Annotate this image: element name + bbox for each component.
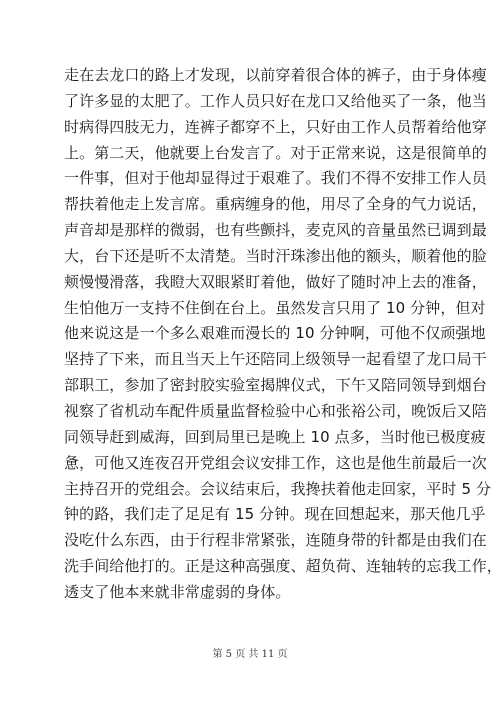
text-line: 大，台下还是听不太清楚。当时汗珠渗出他的额头，顺着他的脸 [64,246,487,265]
text-line: 颊慢慢滑落，我瞪大双眼紧盯着他，做好了随时冲上去的准备， [64,272,487,291]
text-line: 上。第二天，他就要上台发言了。对于正常来说，这是很简单的 [64,143,487,162]
text-line: 没吃什么东西，由于行程非常紧张，连随身带的针都是由我们在 [64,531,487,550]
text-line: 一件事，但对于他却显得过于艰难了。我们不得不安排工作人员 [64,169,487,188]
text-line: 同领导赶到威海，回到局里已是晚上 10 点多，当时他已极度疲 [64,427,486,446]
text-line: 时病得四肢无力，连裤子都穿不上，只好由工作人员帮着给他穿 [64,117,487,136]
text-line: 生怕他万一支持不住倒在台上。虽然发言只用了 10 分钟，但对 [64,298,486,317]
text-line: 部职工，参加了密封胶实验室揭牌仪式，下午又陪同领导到烟台 [64,376,487,395]
text-line: 视察了省机动车配件质量监督检验中心和张裕公司，晚饭后又陪 [64,401,487,420]
text-line: 他来说这是一个多么艰难而漫长的 10 分钟啊，可他不仅顽强地 [64,324,486,343]
text-line: 主持召开的党组会。会议结束后，我搀扶着他走回家，平时 5 分 [64,479,492,498]
body-text [64,63,502,606]
text-line: 了许多显的太肥了。工作人员只好在龙口又给他买了一条，他当 [64,91,487,110]
text-line: 钟的路，我们走了足足有 15 分钟。现在回想起来，那天他几乎 [64,505,486,524]
text-line: 惫，可他又连夜召开党组会议安排工作，这也是他生前最后一次 [64,453,487,472]
text-line: 走在去龙口的路上才发现，以前穿着很合体的裤子，由于身体瘦 [64,66,487,84]
text-line: 声音却是那样的微弱，也有些颤抖，麦克风的音量虽然已调到最 [64,221,487,240]
text-line: 帮扶着他走上发言席。重病缠身的他，用尽了全身的气力说话， [64,195,487,214]
page-footer: 第 5 页 共 11 页 [212,649,288,660]
text-line: 透支了他本来就非常虚弱的身体。 [64,582,291,601]
text-line: 坚持了下来，而且当天上午还陪同上级领导一起看望了龙口局干 [64,350,487,369]
text-line: 洗手间给他打的。正是这种高强度、超负荷、连轴转的忘我工作， [64,557,502,576]
